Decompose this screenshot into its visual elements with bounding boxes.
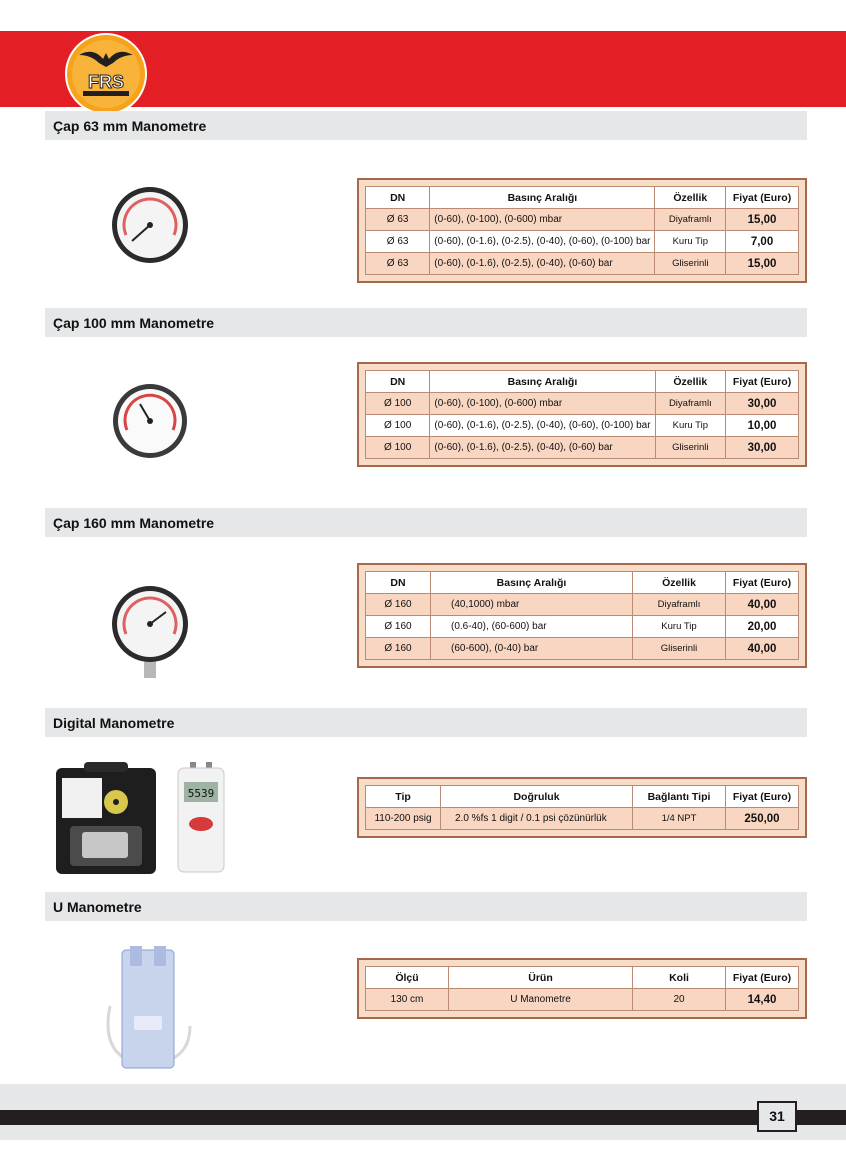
col-header: Özellik	[633, 572, 726, 594]
size-cell: 130 cm	[366, 989, 449, 1011]
price-table-63	[357, 178, 807, 283]
connection-cell: 1/4 NPT	[633, 808, 726, 830]
table-row	[366, 594, 799, 616]
price-cell: 30,00	[726, 393, 799, 415]
table-row	[366, 209, 799, 231]
col-header: DN	[366, 371, 430, 393]
section-header-100	[45, 308, 807, 337]
price-cell: 7,00	[726, 231, 799, 253]
gauge-100-image	[110, 382, 190, 460]
col-header: Fiyat (Euro)	[726, 786, 799, 808]
device-display: 5539	[187, 787, 215, 800]
feature-cell: Gliserinli	[655, 253, 726, 275]
footer-black-band	[0, 1110, 846, 1125]
product-cell: U Manometre	[449, 989, 633, 1011]
price-cell: 30,00	[726, 437, 799, 459]
col-header: DN	[366, 187, 430, 209]
table-row	[366, 808, 799, 830]
section-header-digital	[45, 708, 807, 737]
footer-gray-band	[0, 1084, 846, 1110]
col-header: Tip	[366, 786, 441, 808]
dn-cell: Ø 63	[366, 253, 430, 275]
box-qty-cell: 20	[633, 989, 726, 1011]
range-cell: (40,1000) mbar	[431, 594, 633, 616]
section-title: Çap 100 mm Manometre	[53, 315, 215, 331]
col-header: Fiyat (Euro)	[726, 371, 799, 393]
frs-logo	[65, 33, 147, 115]
col-header: Fiyat (Euro)	[726, 572, 799, 594]
range-cell: (0-60), (0-1.6), (0-2.5), (0-40), (0-60) bar	[430, 253, 655, 275]
price-cell: 250,00	[726, 808, 799, 830]
gauge-63-image	[108, 185, 192, 265]
dn-cell: Ø 160	[366, 638, 431, 660]
price-table-160	[357, 563, 807, 668]
accuracy-cell: 2.0 %fs 1 digit / 0.1 psi çözünürlük	[441, 808, 633, 830]
page-number: 31	[757, 1101, 797, 1132]
col-header: Fiyat (Euro)	[726, 187, 799, 209]
price-cell: 20,00	[726, 616, 799, 638]
col-header: Basınç Aralığı	[430, 187, 655, 209]
range-cell: (0-60), (0-100), (0-600) mbar	[430, 393, 655, 415]
table-row	[366, 393, 799, 415]
col-header: DN	[366, 572, 431, 594]
section-title: Digital Manometre	[53, 715, 175, 731]
table-row	[366, 253, 799, 275]
price-cell: 40,00	[726, 594, 799, 616]
feature-cell: Diyaframlı	[633, 594, 726, 616]
table-row	[366, 638, 799, 660]
table-row	[366, 437, 799, 459]
col-header: Koli	[633, 967, 726, 989]
feature-cell: Kuru Tip	[655, 415, 726, 437]
u-manometer-image	[100, 946, 196, 1070]
table-row	[366, 989, 799, 1011]
table-row	[366, 415, 799, 437]
dn-cell: Ø 160	[366, 616, 431, 638]
digital-device-image	[176, 762, 226, 874]
range-cell: (0-60), (0-1.6), (0-2.5), (0-40), (0-60), (0-100) bar	[430, 231, 655, 253]
range-cell: (60-600), (0-40) bar	[431, 638, 633, 660]
dn-cell: Ø 160	[366, 594, 431, 616]
section-header-63	[45, 111, 807, 140]
price-cell: 15,00	[726, 253, 799, 275]
col-header: Basınç Aralığı	[431, 572, 633, 594]
dn-cell: Ø 100	[366, 415, 430, 437]
feature-cell: Kuru Tip	[655, 231, 726, 253]
col-header: Özellik	[655, 371, 726, 393]
col-header: Ölçü	[366, 967, 449, 989]
range-cell: (0-60), (0-1.6), (0-2.5), (0-40), (0-60) bar	[430, 437, 655, 459]
section-title: U Manometre	[53, 899, 142, 915]
col-header: Ürün	[449, 967, 633, 989]
section-header-160	[45, 508, 807, 537]
col-header: Fiyat (Euro)	[726, 967, 799, 989]
col-header: Bağlantı Tipi	[633, 786, 726, 808]
svg-text:FRS: FRS	[88, 72, 124, 92]
range-cell: (0-60), (0-1.6), (0-2.5), (0-40), (0-60), (0-100) bar	[430, 415, 655, 437]
section-title: Çap 160 mm Manometre	[53, 515, 215, 531]
table-row	[366, 231, 799, 253]
dn-cell: Ø 63	[366, 209, 430, 231]
price-cell: 14,40	[726, 989, 799, 1011]
digital-case-image	[54, 762, 158, 876]
dn-cell: Ø 63	[366, 231, 430, 253]
price-cell: 10,00	[726, 415, 799, 437]
col-header: Doğruluk	[441, 786, 633, 808]
feature-cell: Gliserinli	[655, 437, 726, 459]
price-cell: 15,00	[726, 209, 799, 231]
price-table-u	[357, 958, 807, 1019]
price-table-digital	[357, 777, 807, 838]
feature-cell: Gliserinli	[633, 638, 726, 660]
feature-cell: Kuru Tip	[633, 616, 726, 638]
range-cell: (0.6-40), (60-600) bar	[431, 616, 633, 638]
range-cell: (0-60), (0-100), (0-600) mbar	[430, 209, 655, 231]
price-cell: 40,00	[726, 638, 799, 660]
section-header-u	[45, 892, 807, 921]
footer-bottom-band	[0, 1125, 846, 1140]
section-title: Çap 63 mm Manometre	[53, 118, 207, 134]
table-row	[366, 616, 799, 638]
dn-cell: Ø 100	[366, 437, 430, 459]
col-header: Basınç Aralığı	[430, 371, 655, 393]
feature-cell: Diyaframlı	[655, 393, 726, 415]
gauge-160-image	[108, 584, 192, 680]
type-cell: 110-200 psig	[366, 808, 441, 830]
feature-cell: Diyaframlı	[655, 209, 726, 231]
price-table-100	[357, 362, 807, 467]
col-header: Özellik	[655, 187, 726, 209]
dn-cell: Ø 100	[366, 393, 430, 415]
